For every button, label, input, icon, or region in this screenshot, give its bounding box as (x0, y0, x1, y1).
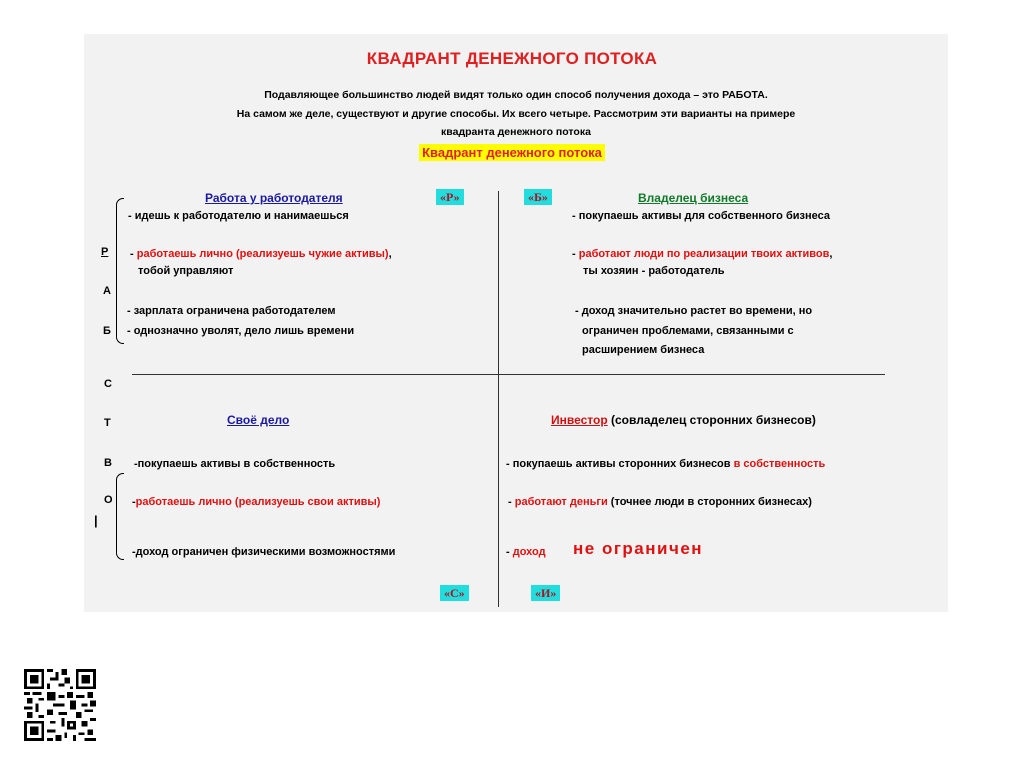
intro-line-1: Подавляющее большинство людей видят только один способ получения дохода – это РАБОТА. (264, 89, 768, 101)
side-letter-o: О (104, 494, 113, 506)
quadrant-investor-title-suffix: (совладелец сторонних бизнесов) (607, 413, 816, 427)
business-line-2-red: работают люди по реализации твоих активов (578, 248, 830, 260)
employee-line-3: тобой управляют (138, 265, 234, 277)
investor-line-2-suffix: (точнее люди в сторонних бизнесах) (607, 496, 812, 508)
investor-line-2-prefix: - (508, 496, 515, 508)
subtitle-wrap (0, 145, 1024, 161)
employee-line-2-red: работаешь лично (реализуешь чужие активы) (136, 248, 389, 260)
business-line-3: ты хозяин - работодатель (583, 265, 725, 277)
business-line-2-prefix: - (572, 248, 579, 260)
investor-line-2 (508, 496, 812, 509)
investor-not-limited: не ограничен (573, 539, 704, 558)
side-letter-t: Т (104, 417, 111, 429)
employee-line-2 (130, 248, 392, 261)
page-title: КВАДРАНТ ДЕНЕЖНОГО ПОТОКА (366, 49, 658, 68)
badge-b: «Б» (524, 189, 552, 205)
business-line-2 (572, 248, 832, 261)
investor-line-1-text: - покупаешь активы сторонних бизнесов (506, 458, 734, 470)
subtitle-highlight: Квадрант денежного потока (419, 144, 605, 161)
self-line-3: -доход ограничен физическими возможностями (132, 546, 396, 558)
side-mark: | (94, 513, 98, 528)
badge-s: «С» (440, 585, 469, 601)
self-line-1: -покупаешь активы в собственность (134, 458, 336, 470)
quadrant-investor-badge-wrap (531, 586, 560, 601)
side-letter-s: С (104, 378, 112, 390)
quadrant-business-badge-wrap (524, 190, 552, 205)
side-letter-a: А (103, 285, 111, 297)
quadrant-investor-title: Инвестор (551, 413, 608, 427)
employee-line-1: - идешь к работодателю и нанимаешься (128, 210, 349, 222)
business-line-2-suffix: , (829, 248, 833, 260)
investor-line-1 (506, 458, 825, 471)
side-letter-b: Б (103, 325, 111, 337)
quadrant-business-title: Владелец бизнеса (638, 191, 749, 205)
bracket-bottom (116, 473, 124, 560)
investor-line-1-red: в собственность (733, 458, 826, 470)
business-line-4: - доход значительно растет во времени, но (575, 305, 813, 317)
qr-code-icon (24, 669, 96, 741)
employee-line-2-suffix: , (388, 248, 392, 260)
bracket-top (116, 198, 124, 344)
self-line-2-red: работаешь лично (реализуешь свои активы) (135, 496, 381, 508)
badge-r: «Р» (436, 189, 464, 205)
employee-line-2-prefix: - (130, 248, 137, 260)
quadrant-investor-title-wrap (551, 414, 816, 427)
investor-line-3-prefix: - (506, 546, 513, 558)
horizontal-divider (132, 374, 885, 375)
business-line-5: ограничен проблемами, связанными с (582, 325, 794, 337)
side-letter-v: В (104, 457, 112, 469)
investor-line-2-red: работают деньги (514, 496, 608, 508)
vertical-divider (498, 191, 499, 607)
quadrant-self-title: Своё дело (227, 413, 290, 427)
intro-line-3: квадранта денежного потока (441, 126, 591, 138)
investor-line-3 (506, 546, 546, 559)
quadrant-employee-title: Работа у работодателя (205, 191, 343, 205)
quadrant-self-badge-wrap (440, 586, 469, 601)
investor-line-3-red: доход (512, 546, 546, 558)
self-line-2 (132, 496, 380, 509)
business-line-6: расширением бизнеса (582, 344, 705, 356)
employee-line-5: - однозначно уволят, дело лишь времени (127, 325, 355, 337)
employee-line-4: - зарплата ограничена работодателем (127, 305, 336, 317)
business-line-1: - покупаешь активы для собственного бизнеса (572, 210, 830, 222)
quadrant-employee-badge-wrap (436, 190, 464, 205)
intro-line-2: На самом же деле, существуют и другие способы. Их всего четыре. Рассмотрим эти варианты на примере (236, 108, 796, 120)
self-line-2-prefix: - (132, 496, 136, 508)
badge-i: «И» (531, 585, 560, 601)
side-letter-r: Р (101, 246, 109, 258)
